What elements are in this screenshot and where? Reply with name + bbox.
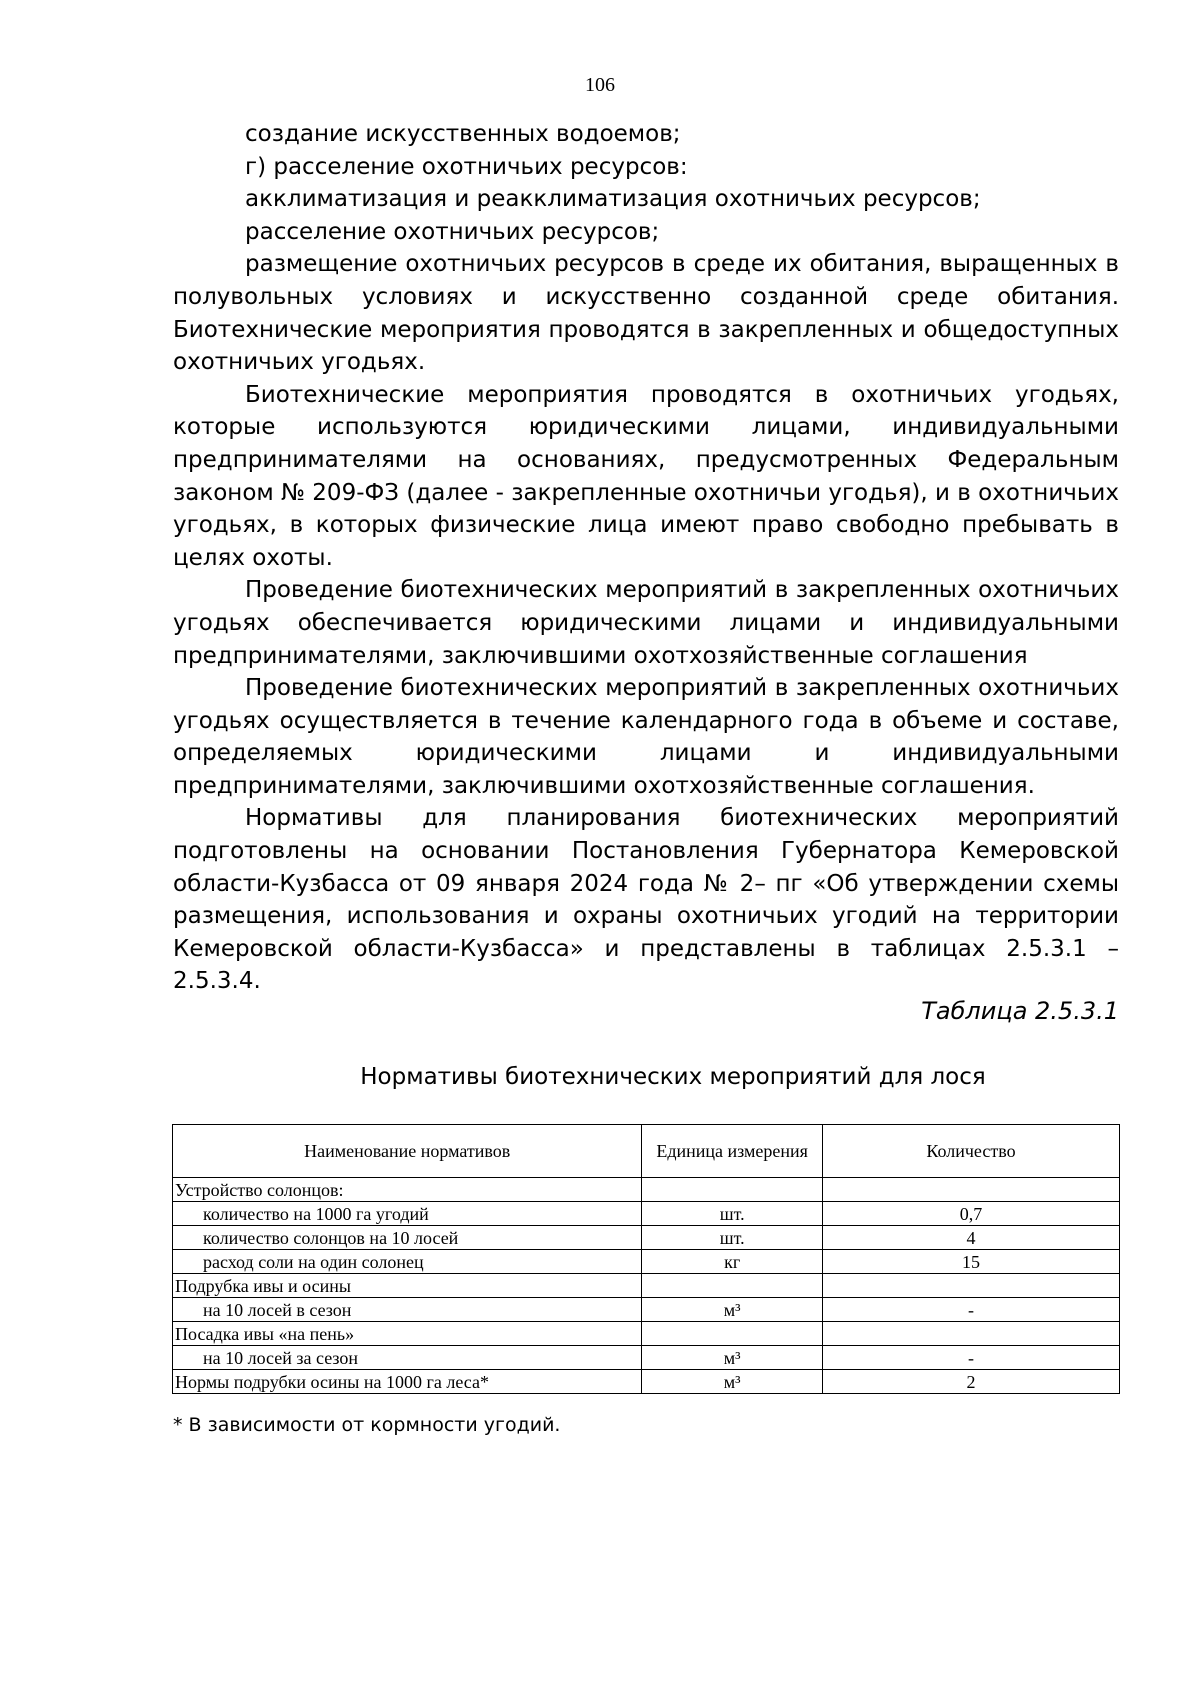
row-unit: шт.: [642, 1202, 823, 1226]
row-quantity: [822, 1274, 1119, 1298]
paragraph: Биотехнические мероприятия проводятся в охотничьих угодьях, которые используются юридическими лицами, индивидуальными предпринимателями на основаниях, предусмотренных Федеральным законом № 209-ФЗ (далее - закрепленные охотничьи угодья), и в охотничьих угодьях, в которых физические лица имеют право свободно пребывать в целях охоты.: [173, 381, 1119, 571]
row-name: на 10 лосей в сезон: [173, 1298, 642, 1322]
paragraph: г) расселение охотничьих ресурсов:: [245, 153, 688, 180]
row-name: на 10 лосей за сезон: [173, 1346, 642, 1370]
page-number: 106: [585, 74, 615, 96]
row-name: Нормы подрубки осины на 1000 га леса*: [173, 1370, 642, 1394]
row-name: количество на 1000 га угодий: [173, 1202, 642, 1226]
row-quantity: 0,7: [822, 1202, 1119, 1226]
table-row: [173, 1346, 1120, 1370]
table-caption: Таблица 2.5.3.1: [921, 997, 1119, 1025]
row-unit: [642, 1178, 823, 1202]
row-quantity: [822, 1178, 1119, 1202]
row-name: расход соли на один солонец: [173, 1250, 642, 1274]
table-title: Нормативы биотехнических мероприятий для лося: [360, 1064, 986, 1090]
table-row: [173, 1322, 1120, 1346]
row-quantity: 15: [822, 1250, 1119, 1274]
row-name: Подрубка ивы и осины: [173, 1274, 642, 1298]
row-unit: м³: [642, 1370, 823, 1394]
table-row: [173, 1178, 1120, 1202]
table-row: [173, 1202, 1120, 1226]
header-quantity: Количество: [822, 1125, 1119, 1178]
row-unit: м³: [642, 1346, 823, 1370]
header-unit: Единица измерения: [642, 1125, 823, 1178]
row-quantity: -: [822, 1298, 1119, 1322]
paragraph: акклиматизация и реакклиматизация охотничьих ресурсов;: [245, 186, 981, 213]
row-name: Посадка ивы «на пень»: [173, 1322, 642, 1346]
table-row: [173, 1274, 1120, 1298]
row-unit: кг: [642, 1250, 823, 1274]
paragraph: размещение охотничьих ресурсов в среде их обитания, выращенных в полувольных условиях и искусственно созданной среде обитания. Биотехнические мероприятия проводятся в закрепленных и общедоступных охотничьих угодьях.: [173, 251, 1119, 376]
norms-table: [172, 1124, 1120, 1394]
table-row: [173, 1298, 1120, 1322]
row-quantity: -: [822, 1346, 1119, 1370]
table-footnote: * В зависимости от кормности угодий.: [173, 1414, 561, 1436]
row-unit: [642, 1274, 823, 1298]
paragraph: создание искусственных водоемов;: [245, 121, 681, 147]
row-unit: [642, 1322, 823, 1346]
table-row: [173, 1250, 1120, 1274]
paragraph: расселение охотничьих ресурсов;: [245, 218, 660, 245]
paragraph: Проведение биотехнических мероприятий в закрепленных охотничьих угодьях обеспечивается юридическими лицами и индивидуальными предпринимателями, заключившими охотхозяйственные соглашения: [173, 577, 1119, 669]
row-name: количество солонцов на 10 лосей: [173, 1226, 642, 1250]
row-unit: шт.: [642, 1226, 823, 1250]
row-unit: м³: [642, 1298, 823, 1322]
row-name: Устройство солонцов:: [173, 1178, 642, 1202]
table-row: [173, 1226, 1120, 1250]
table-header-row: [173, 1125, 1120, 1178]
paragraph: Проведение биотехнических мероприятий в закрепленных охотничьих угодьях осуществляется в течение календарного года в объеме и составе, определяемых юридическими лицами и индивидуальными предпринимателями, заключившими охотхозяйственные соглашения.: [173, 675, 1119, 799]
table-row: [173, 1370, 1120, 1394]
row-quantity: 2: [822, 1370, 1119, 1394]
row-quantity: [822, 1322, 1119, 1346]
row-quantity: 4: [822, 1226, 1119, 1250]
header-name: Наименование нормативов: [173, 1125, 642, 1178]
paragraph: Нормативы для планирования биотехнических мероприятий подготовлены на основании Постановления Губернатора Кемеровской области-Кузбасса от 09 января 2024 года № 2– пг «Об утверждении схемы размещения, использования и охраны охотничьих угодий на территории Кемеровской области-Кузбасса» и представлены в таблицах 2.5.3.1 – 2.5.3.4.: [173, 805, 1119, 995]
body-text: [173, 118, 1119, 998]
